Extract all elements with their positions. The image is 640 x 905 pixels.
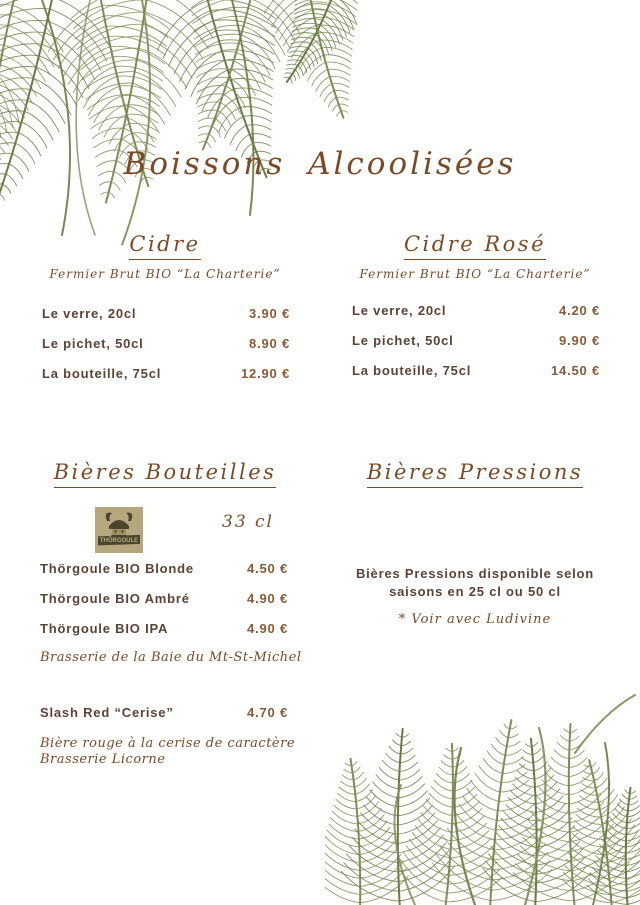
- bieres-bouteilles-heading: Bières Bouteilles: [54, 460, 277, 488]
- item-price: 8.90 €: [249, 336, 290, 351]
- thorgoule-logo: [95, 507, 143, 553]
- viking-icon: [95, 507, 143, 553]
- volume-label: 33 cl: [222, 512, 274, 532]
- cidre-subheading: Fermier Brut BIO “La Charterie”: [49, 267, 281, 281]
- item-label: La bouteille, 75cl: [42, 366, 162, 381]
- pressions-note: * Voir avec Ludivine: [398, 612, 552, 627]
- item-price: 4.20 €: [559, 303, 600, 318]
- menu-item-row: [40, 705, 288, 735]
- section-cidre-header: [20, 232, 310, 281]
- menu-item-row: [40, 591, 288, 621]
- brewery-note: Brasserie de la Baie du Mt-St-Michel: [40, 650, 302, 665]
- item-label: Le pichet, 50cl: [352, 333, 454, 348]
- pressions-info-line2: saisons en 25 cl ou 50 cl: [389, 584, 561, 599]
- foliage-bottom-decoration: [325, 693, 640, 905]
- menu-item-row: [352, 363, 600, 393]
- item-label: Thörgoule BIO Ambré: [40, 591, 190, 606]
- logo-text: THÔRGOULE: [99, 538, 139, 544]
- pressions-info: [335, 565, 615, 601]
- section-cidre-rose-header: [330, 232, 620, 281]
- item-label: La bouteille, 75cl: [352, 363, 472, 378]
- item-price: 14.50 €: [551, 363, 600, 378]
- slash-red-row: [40, 705, 288, 735]
- item-label: Le verre, 20cl: [352, 303, 447, 318]
- menu-item-row: [42, 336, 290, 366]
- menu-item-row: [40, 561, 288, 591]
- item-price: 12.90 €: [241, 366, 290, 381]
- slash-red-note-line1: Bière rouge à la cerise de caractère: [40, 736, 296, 751]
- menu-item-row: [42, 366, 290, 396]
- item-price: 9.90 €: [559, 333, 600, 348]
- item-label: Le pichet, 50cl: [42, 336, 144, 351]
- section-bieres-bouteilles-header: [20, 460, 310, 488]
- menu-item-row: [352, 333, 600, 363]
- item-price: 3.90 €: [249, 306, 290, 321]
- bieres-bouteilles-price-list: [40, 561, 288, 651]
- page-title: Boissons Alcoolisées: [123, 146, 517, 182]
- foliage-top-decoration: [0, 0, 360, 245]
- item-price: 4.90 €: [247, 621, 288, 636]
- menu-item-row: [352, 303, 600, 333]
- item-price: 4.50 €: [247, 561, 288, 576]
- item-label: Le verre, 20cl: [42, 306, 137, 321]
- cidre-rose-subheading: Fermier Brut BIO “La Charterie”: [359, 267, 591, 281]
- item-price: 4.90 €: [247, 591, 288, 606]
- pressions-info-line1: Bières Pressions disponible selon: [355, 566, 595, 581]
- cidre-rose-heading: Cidre Rosé: [404, 232, 546, 260]
- menu-item-row: [40, 621, 288, 651]
- cidre-heading: Cidre: [129, 232, 200, 260]
- slash-red-note: [40, 736, 295, 768]
- item-label: Thörgoule BIO Blonde: [40, 561, 194, 576]
- section-bieres-pressions-header: [330, 460, 620, 488]
- menu-item-row: [42, 306, 290, 336]
- item-label: Slash Red “Cerise”: [40, 705, 174, 720]
- cidre-rose-price-list: [352, 303, 600, 393]
- item-price: 4.70 €: [247, 705, 288, 720]
- item-label: Thörgoule BIO IPA: [40, 621, 169, 636]
- bieres-pressions-heading: Bières Pressions: [367, 460, 583, 488]
- slash-red-note-line2: Brasserie Licorne: [40, 752, 166, 767]
- cidre-price-list: [42, 306, 290, 396]
